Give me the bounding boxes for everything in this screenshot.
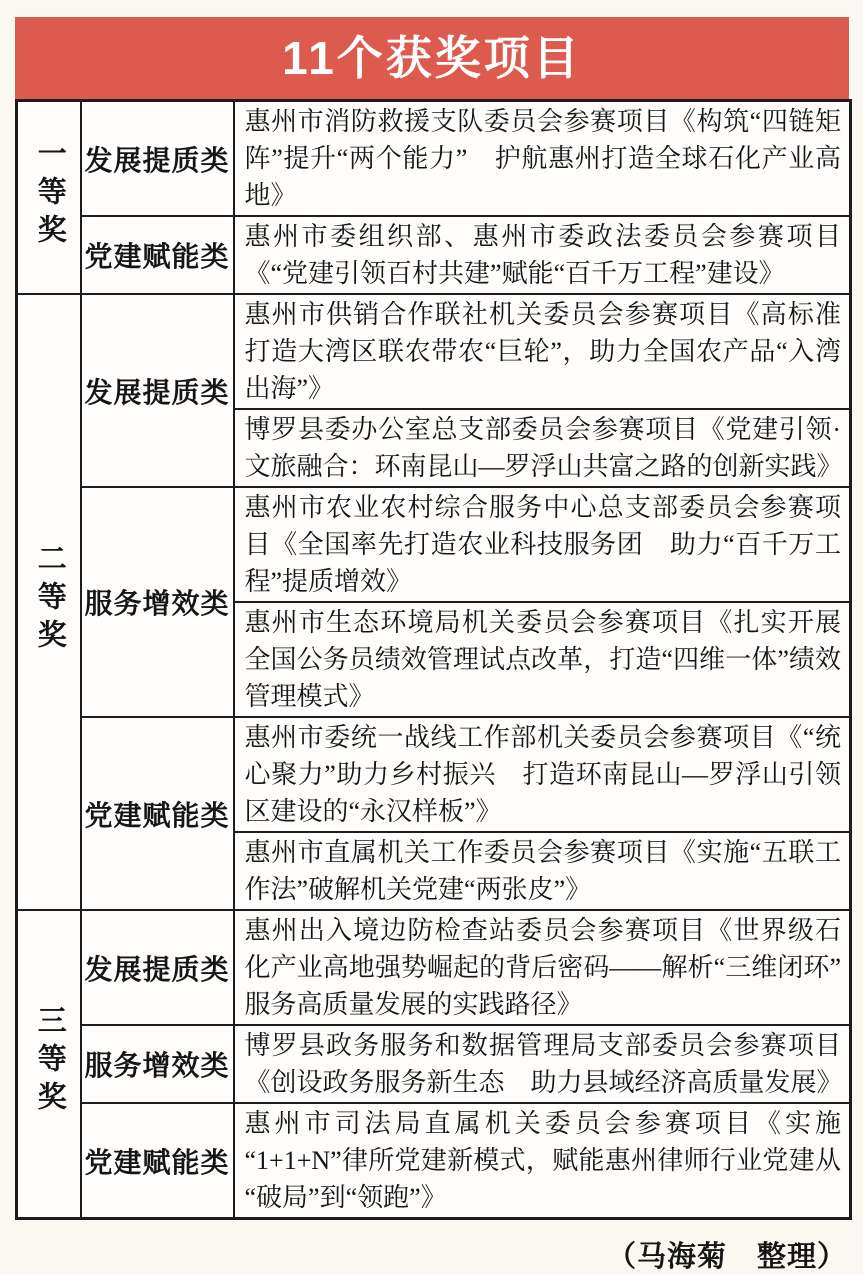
award-cell-third-prize — [17, 910, 81, 1219]
table-row — [17, 910, 851, 1025]
project-cell: 惠州市供销合作联社机关委员会参赛项目《高标准打造大湾区联农带农“巨轮”，助力全国农产品“入湾出海”》 — [234, 294, 851, 409]
project-cell: 惠州市司法局直属机关委员会参赛项目《实施“1+1+N”律所党建新模式，赋能惠州律师行业党建从“破局”到“领跑”》 — [234, 1103, 851, 1219]
award-label: 一等奖 — [33, 138, 66, 252]
project-cell: 惠州市生态环境局机关委员会参赛项目《扎实开展全国公务员绩效管理试点改革，打造“四维一体”绩效管理模式》 — [234, 602, 851, 717]
award-cell-second-prize — [17, 294, 81, 910]
award-cell-first-prize — [17, 101, 81, 295]
table-row — [17, 717, 851, 832]
category-cell: 服务增效类 — [81, 487, 234, 717]
project-cell: 博罗县委办公室总支部委员会参赛项目《党建引领·文旅融合：环南昆山—罗浮山共富之路的创新实践》 — [234, 409, 851, 487]
table-row — [17, 216, 851, 294]
table-row — [17, 101, 851, 217]
project-cell: 惠州市农业农村综合服务中心总支部委员会参赛项目《全国率先打造农业科技服务团 助力“百千万工程”提质增效》 — [234, 487, 851, 602]
award-label: 二等奖 — [33, 542, 66, 657]
category-cell: 党建赋能类 — [81, 216, 234, 294]
category-cell: 发展提质类 — [81, 910, 234, 1025]
page-title: 11个获奖项目 — [282, 32, 582, 84]
table-row — [17, 1103, 851, 1219]
project-cell: 惠州市委组织部、惠州市委政法委员会参赛项目《“党建引领百村共建”赋能“百千万工程”建设》 — [234, 216, 851, 294]
project-cell: 博罗县政务服务和数据管理局支部委员会参赛项目《创设政务服务新生态 助力县域经济高质量发展》 — [234, 1025, 851, 1103]
table-row — [17, 294, 851, 409]
category-cell: 发展提质类 — [81, 101, 234, 217]
category-cell: 服务增效类 — [81, 1025, 234, 1103]
category-cell: 发展提质类 — [81, 294, 234, 487]
table-row — [17, 487, 851, 602]
category-cell: 党建赋能类 — [81, 1103, 234, 1219]
project-cell: 惠州出入境边防检查站委员会参赛项目《世界级石化产业高地强势崛起的背后密码——解析“三维闭环”服务高质量发展的实践路径》 — [234, 910, 851, 1025]
table-row — [17, 1025, 851, 1103]
category-cell: 党建赋能类 — [81, 717, 234, 910]
credit-line: （马海菊 整理） — [606, 1241, 847, 1273]
project-cell: 惠州市消防救援支队委员会参赛项目《构筑“四链矩阵”提升“两个能力” 护航惠州打造全球石化产业高地》 — [234, 101, 851, 217]
project-cell: 惠州市委统一战线工作部机关委员会参赛项目《“统心聚力”助力乡村振兴 打造环南昆山—罗浮山引领区建设的“永汉样板”》 — [234, 717, 851, 832]
award-label: 三等奖 — [33, 1004, 66, 1119]
project-cell: 惠州市直属机关工作委员会参赛项目《实施“五联工作法”破解机关党建“两张皮”》 — [234, 832, 851, 910]
awards-table — [15, 99, 852, 1220]
title-banner — [15, 17, 849, 99]
